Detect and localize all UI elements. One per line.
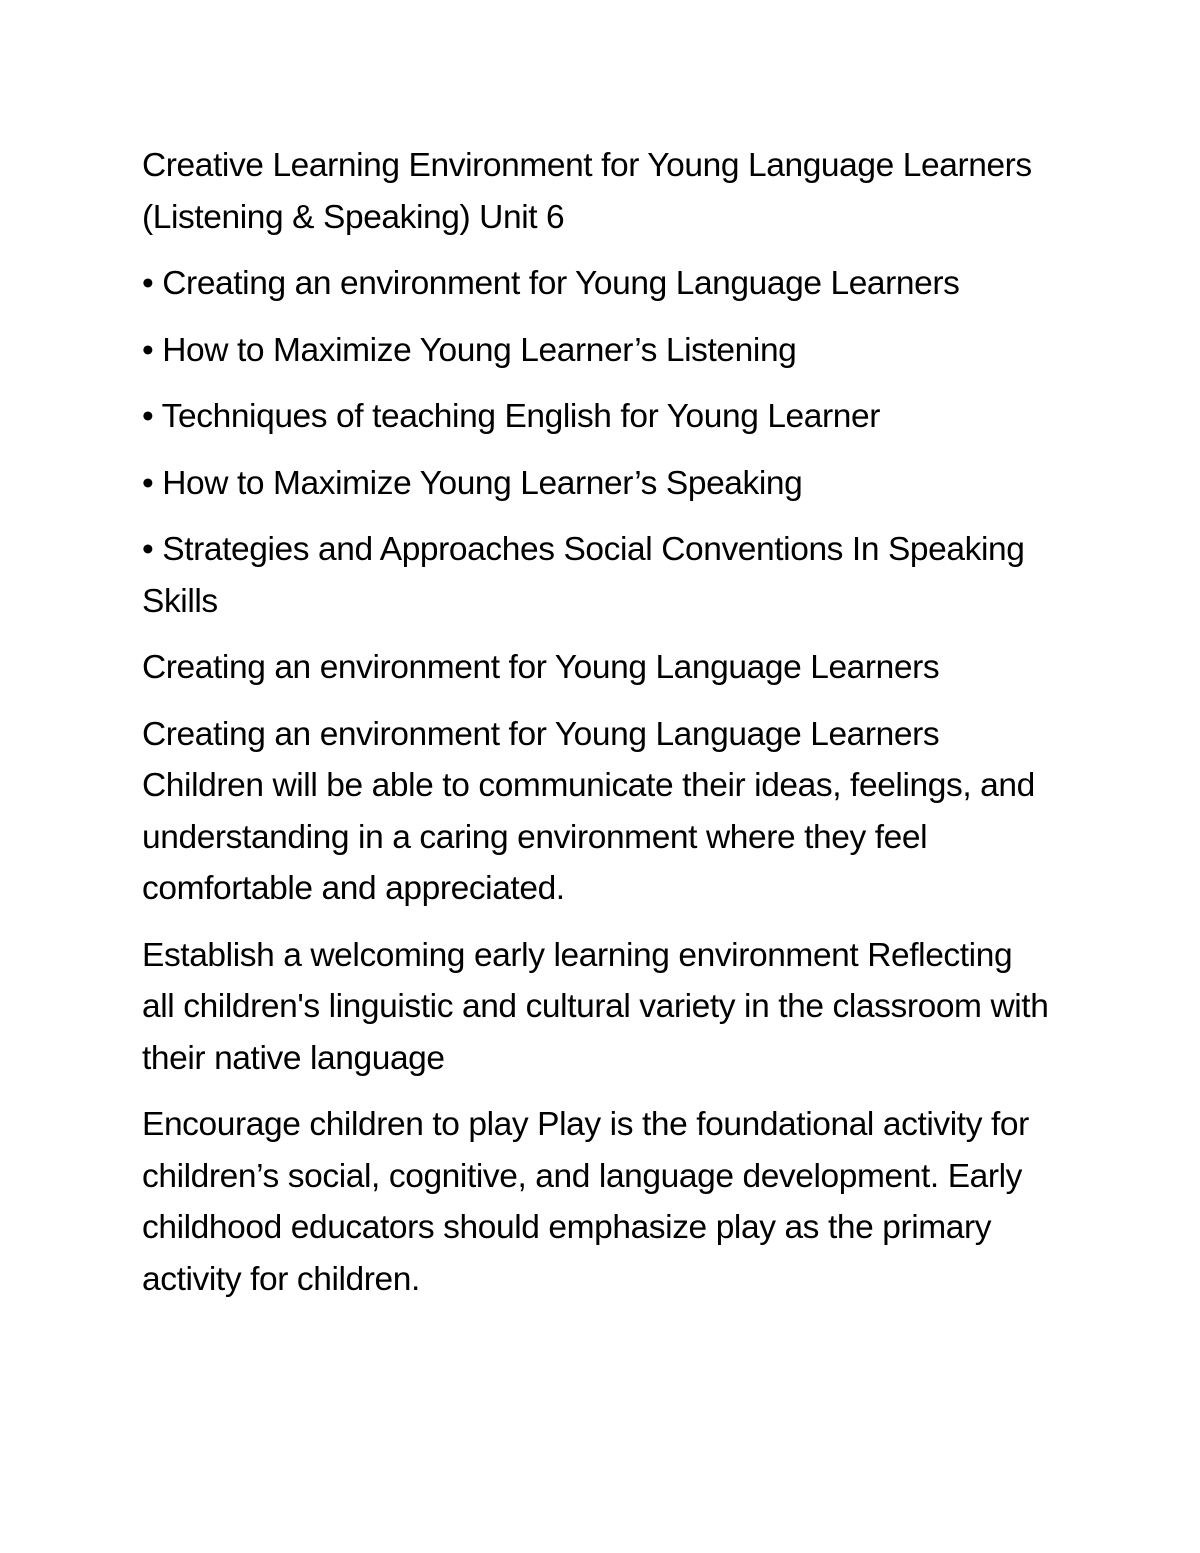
- topic-list-item: [142, 258, 1052, 310]
- topic-list-item: [142, 458, 1052, 510]
- topic-text: Creating an environment for Young Language Learners: [162, 265, 960, 302]
- bullet-icon: •: [142, 331, 154, 369]
- topic-list-item: [142, 391, 1052, 443]
- topic-text: How to Maximize Young Learner’s Listening: [162, 331, 797, 369]
- bullet-icon: •: [142, 531, 154, 568]
- bullet-icon: •: [142, 398, 154, 435]
- topic-list: [142, 258, 1052, 627]
- topic-text: Techniques of teaching English for Young Learner: [161, 398, 880, 435]
- body-paragraph: Encourage children to play Play is the foundational activity for children’s social, cognitive, and language development. Early childhood educators should emphasize play as the primary activity for children.: [142, 1106, 1029, 1298]
- bullet-icon: •: [142, 265, 154, 302]
- body-paragraph: Creating an environment for Young Language Learners Children will be able to communicate their ideas, feelings, and understanding in a caring environment where they feel comfortable and appreciated.: [142, 715, 1035, 907]
- document-title: Creative Learning Environment for Young Language Learners (Listening & Speaking) Unit 6: [142, 147, 1032, 236]
- bullet-icon: •: [142, 464, 154, 502]
- section-heading: Creating an environment for Young Language Learners: [142, 649, 940, 686]
- topic-text: How to Maximize Young Learner’s Speaking: [162, 464, 803, 502]
- topic-list-item: [142, 524, 1052, 627]
- body-paragraph: Establish a welcoming early learning environment Reflecting all children's linguistic and cultural variety in the classroom with their native language: [142, 936, 1049, 1077]
- topic-text: Strategies and Approaches Social Conventions In Speaking Skills: [142, 531, 1025, 620]
- topic-list-item: [142, 325, 1052, 377]
- document-page: [142, 140, 1052, 1320]
